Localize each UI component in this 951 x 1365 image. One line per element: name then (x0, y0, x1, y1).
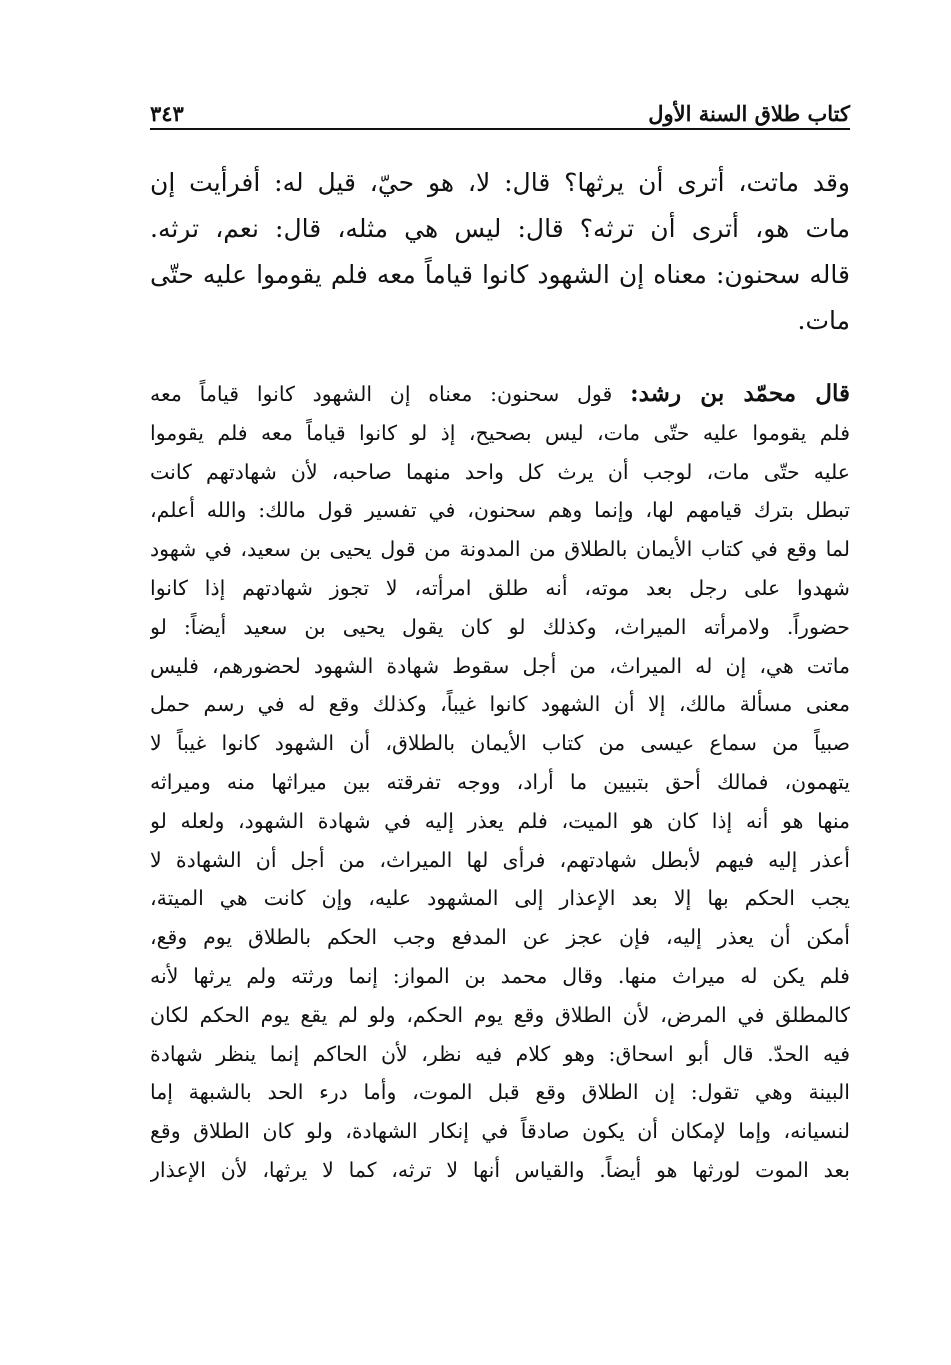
paragraph-1 (150, 160, 850, 344)
text-line: كالمطلق في المرض، لأن الطلاق وقع يوم الحكم، ولو لم يقع يوم الحكم لكان (150, 1002, 850, 1027)
text-line: معنى مسألة مالك، إلا أن الشهود كانوا غيباً، وكذلك وقع له في رسم حمل (150, 692, 850, 717)
text-line: منها هو أنه إذا كان هو الميت، فلم يعذر إليه في شهادة الشهود، ولعله لو (150, 808, 850, 833)
text-line: شهدوا على رجل بعد موته، أنه طلق امرأته، لا تجوز شهادتهم إذا كانوا (150, 575, 850, 600)
text-line: عليه حتّى مات، لوجب أن يرث كل واحد منهما صاحبه، لأن شهادتهم كانت (150, 459, 850, 484)
text-line: فلم يكن له ميراث منها. وقال محمد بن المواز: إنما ورثته ولم يرثها لأنه (150, 963, 850, 988)
text-line: حضوراً. ولامرأته الميراث، وكذلك لو كان يقول يحيى بن سعيد أيضاً: لو (150, 614, 850, 639)
speaker-name: قال محمّد بن رشد: (630, 380, 850, 407)
text-line: فلم يقوموا عليه حتّى مات، ليس بصحيح، إذ لو كانوا قياماً معه فلم يقوموا (150, 420, 850, 445)
page-header (150, 92, 850, 130)
text-line: مات هو، أترى أن ترثه؟ قال: ليس هي مثله، قال: نعم، ترثه. (150, 214, 850, 243)
text-line: يجب الحكم بها إلا بعد الإعذار إلى المشهود عليه، وإن كانت هي الميتة، (150, 886, 850, 911)
text-line: ماتت هي، إن له الميراث، من أجل سقوط شهادة الشهود لحضورهم، فليس (150, 653, 850, 678)
paragraph-2 (150, 375, 850, 1190)
page-number: ٣٤٣ (150, 101, 184, 126)
text-line: البينة وهي تقول: إن الطلاق وقع قبل الموت، وأما درء الحد بالشبهة إما (150, 1080, 850, 1105)
first-line-text: قول سحنون: معناه إن الشهود كانوا قياماً معه (150, 382, 613, 406)
running-title: كتاب طلاق السنة الأول (648, 101, 850, 126)
text-line: مات. (797, 306, 850, 335)
text-line: بعد الموت لورثها هو أيضاً. والقياس أنها لا ترثه، كما لا يرثها، لأن الإعذار (150, 1157, 850, 1182)
text-line: لنسيانه، وإما لإمكان أن يكون صادقاً في إنكار الشهادة، ولو كان الطلاق وقع (150, 1119, 850, 1144)
text-line-first (150, 375, 850, 414)
text-line: تبطل بترك قيامهم لها، وإنما وهم سحنون، في تفسير قول مالك: والله أعلم، (150, 498, 850, 523)
text-line: فيه الحدّ. قال أبو اسحاق: وهو كلام فيه نظر، لأن الحاكم إنما ينظر شهادة (150, 1041, 850, 1066)
text-line: صبياً من سماع عيسى من كتاب الأيمان بالطلاق، أن الشهود كانوا غيباً لا (150, 731, 850, 756)
text-line: لما وقع في كتاب الأيمان بالطلاق من المدونة من قول يحيى بن سعيد، في شهود (150, 537, 850, 562)
text-line: يتهمون، فمالك أحق بتبيين ما أراد، ووجه تفرقته بين ميراثها منه وميراثه (150, 769, 850, 794)
text-line: قاله سحنون: معناه إن الشهود كانوا قياماً معه فلم يقوموا عليه حتّى (150, 260, 850, 289)
text-line: أمكن أن يعذر إليه، فإن عجز عن المدفع وجب الحكم بالطلاق يوم وقع، (150, 925, 850, 950)
text-line: وقد ماتت، أترى أن يرثها؟ قال: لا، هو حيّ، قيل له: أفرأيت إن (150, 168, 850, 197)
text-line: أعذر إليه فيهم لأبطل شهادتهم، فرأى لها الميراث، من أجل أن الشهادة لا (150, 847, 850, 872)
